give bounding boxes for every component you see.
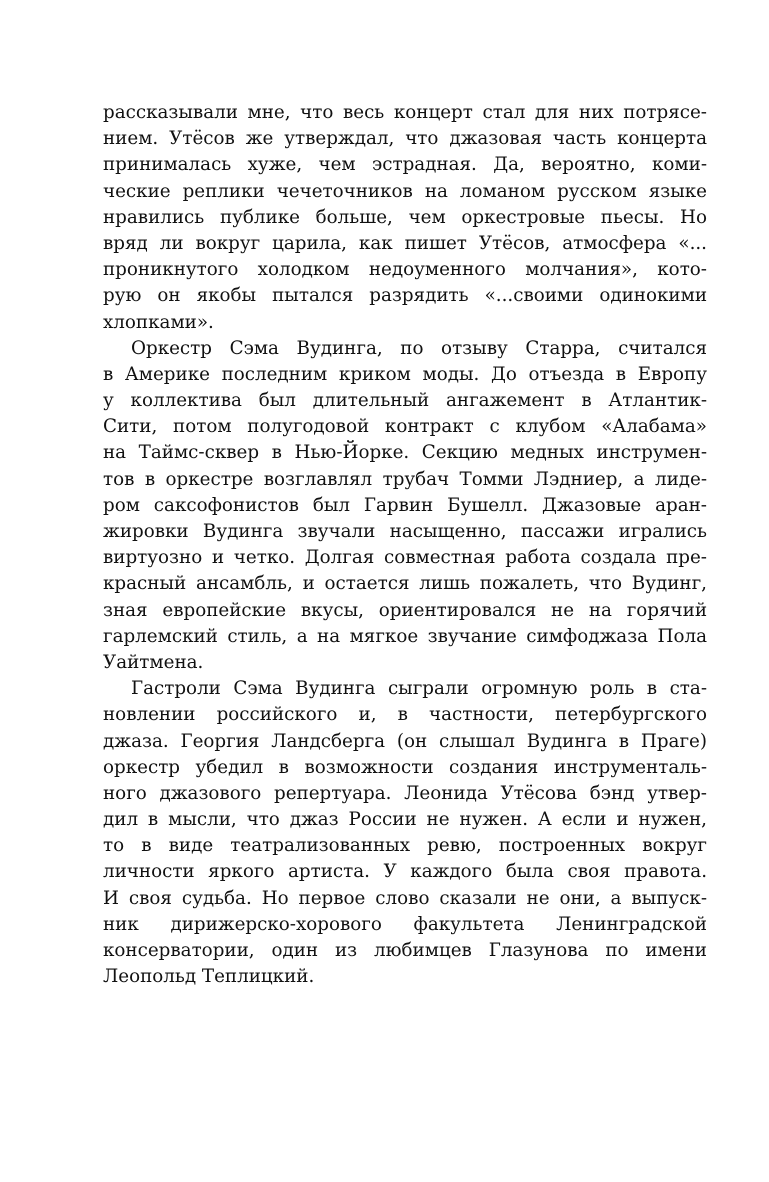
text-line: нием. Утёсов же утверждал, что джазовая часть концерта — [103, 128, 707, 150]
text-line: ник дирижерско-хорового факультета Ленинградской — [103, 913, 707, 935]
text-line: оркестр убедил в возможности создания инструменталь- — [103, 756, 707, 778]
text-line: виртуозно и четко. Долгая совместная работа создала пре- — [103, 547, 707, 569]
text-line: гарлемский стиль, а на мягкое звучание симфоджаза Пола — [103, 625, 707, 647]
text-line: красный ансамбль, и остается лишь пожалеть, что Вудинг, — [103, 573, 707, 595]
paragraph — [103, 676, 707, 990]
text-line: Уайтмена. — [103, 651, 204, 673]
text-line: Оркестр Сэма Вудинга, по отзыву Старра, считался — [131, 337, 707, 359]
text-line: джаза. Георгия Ландсберга (он слышал Вудинга в Праге) — [103, 730, 707, 752]
text-line: ческие реплики чечеточников на ломаном русском языке — [103, 180, 707, 202]
text-line: Гастроли Сэма Вудинга сыграли огромную роль в ста- — [131, 678, 707, 700]
text-line: в Америке последним криком моды. До отъезда в Европу — [103, 363, 707, 385]
text-line: жировки Вудинга звучали насыщенно, пассажи игрались — [103, 521, 707, 542]
paragraph — [103, 100, 707, 336]
text-line: Леопольд Теплицкий. — [103, 966, 315, 988]
text-line: зная европейские вкусы, ориентировался не на горячий — [103, 599, 707, 621]
text-line: хлопками». — [103, 311, 214, 333]
paragraph — [103, 336, 707, 676]
text-line: вряд ли вокруг царила, как пишет Утёсов, атмосфера «... — [103, 232, 707, 254]
text-line: нравились публике больше, чем оркестровые пьесы. Но — [103, 206, 707, 228]
text-line: дил в мысли, что джаз России не нужен. А если и нужен, — [103, 809, 707, 831]
text-line: у коллектива был длительный ангажемент в Атлантик- — [103, 390, 707, 412]
text-line: личности яркого артиста. У каждого была своя правота. — [103, 861, 707, 883]
text-line: Сити, потом полугодовой контракт с клубом «Алабама» — [103, 416, 707, 438]
text-line: ром саксофонистов был Гарвин Бушелл. Джазовые аран- — [103, 494, 707, 516]
text-line: принималась хуже, чем эстрадная. Да, вероятно, коми- — [103, 154, 707, 176]
text-line: новлении российского и, в частности, петербургского — [103, 704, 707, 726]
text-line: проникнутого холодком недоуменного молчания», кото- — [103, 259, 707, 281]
text-line: на Таймс-сквер в Нью-Йорке. Секцию медных инструмен- — [103, 442, 707, 464]
text-line: рую он якобы пытался разрядить «...своими одинокими — [103, 285, 707, 307]
text-line: то в виде театрализованных ревю, построенных вокруг — [103, 835, 707, 857]
body-text — [103, 100, 707, 990]
text-line: тов в оркестре возглавлял трубач Томми Лэдниер, а лиде- — [103, 468, 707, 490]
text-line: ного джазового репертуара. Леонида Утёсова бэнд утвер- — [103, 782, 707, 804]
text-line: консерватории, один из любимцев Глазунова по имени — [103, 940, 707, 961]
text-line: рассказывали мне, что весь концерт стал для них потрясе- — [103, 102, 707, 123]
text-line: И своя судьба. Но первое слово сказали не они, а выпуск- — [103, 887, 707, 909]
